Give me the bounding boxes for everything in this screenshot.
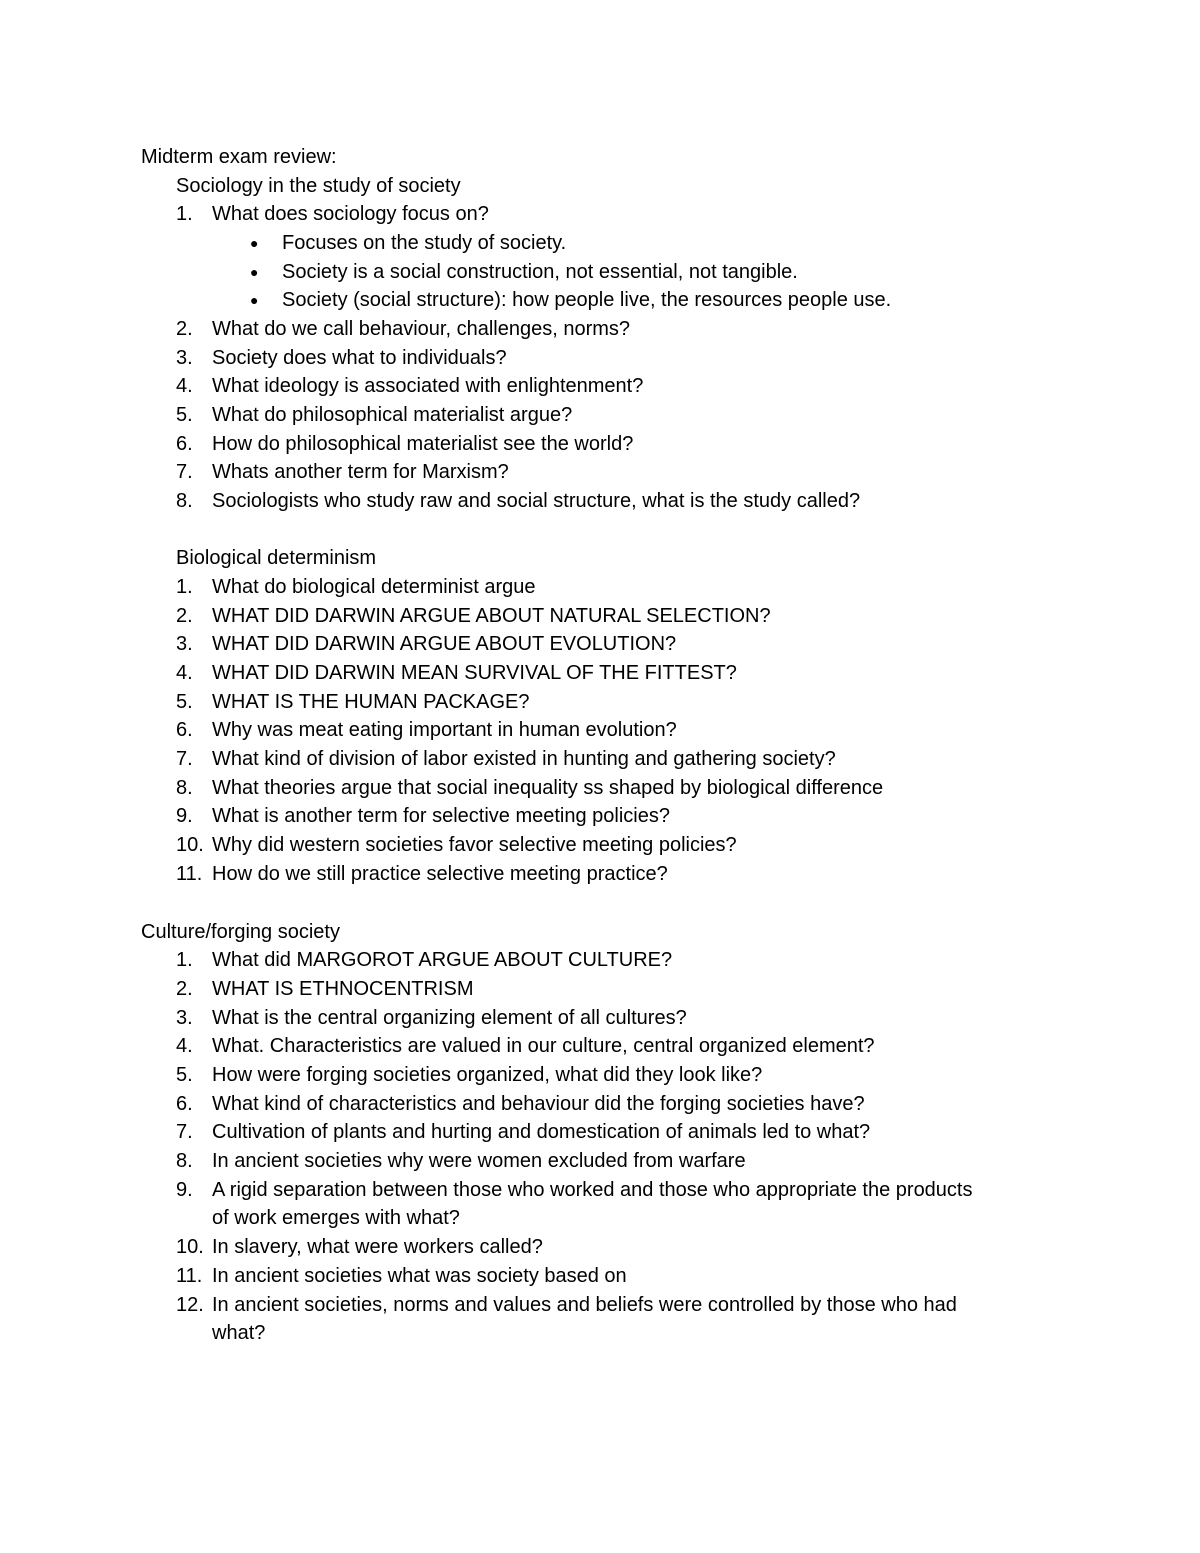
bullet-dot-icon: ● bbox=[250, 292, 259, 308]
bullet-dot-icon: ● bbox=[250, 264, 259, 280]
section-heading: Culture/forging society bbox=[141, 921, 340, 943]
section-heading: Sociology in the study of society bbox=[176, 175, 461, 197]
document-page: Midterm exam review: Sociology in the study of society 1. What does sociology focus on? ● Focuses on the study of society. ● Society is a social construction, not essential, not tangible. ● Society (social structure): how people live, the resources people use. 2. What do we call behaviour, challenges, norms? 3. Society does what to individuals? 4. What ideology is associated with enlightenment? 5. What do philosophical materialist argue? 6. How do philosophical materialist see the world? 7. Whats another term for Marxism? 8. Sociologists who study raw and social structure, what is the study called? Biological determinism 1. What do biological determinist argue 2. WHAT DID DARWIN ARGUE ABOUT NATURAL SELECTION? 3. WHAT DID DARWIN ARGUE ABOUT EVOLUTION? 4. WHAT DID DARWIN MEAN SURVIVAL OF THE FITTEST? 5. WHAT IS THE HUMAN PACKAGE? 6. Why was meat eating important in human evolution? 7. What kind of division of labor existed in hunting and gathering society? 8. What theories argue that social inequality ss shaped by biological difference 9. What is another term for selective meeting policies? 10. Why did western societies favor selective meeting policies? 11. How do we still practice selective meeting practice? Culture/forging society 1. What did MARGOROT ARGUE ABOUT CULTURE? 2. WHAT IS ETHNOCENTRISM 3. What is the central organizing element of all cultures? 4. What. Characteristics are valued in our culture, central organized element? 5. How were forging societies organized, what did they look like? 6. What kind of characteristics and behaviour did the forging societies have? 7. Cultivation of plants and hurting and domestication of animals led to what? 8. In ancient societies why were women excluded from warfare 9. A rigid separation between those who worked and those who appropriate the products of work emerges with what? 10. In slavery, what were workers called? 11. In ancient societies what was society based on 12. In ancient societies, norms and values and beliefs were controlled by those who had what? bbox=[0, 0, 1200, 1553]
document-title: Midterm exam review: bbox=[141, 146, 337, 168]
bullet-dot-icon: ● bbox=[250, 235, 259, 251]
section-heading: Biological determinism bbox=[176, 547, 377, 569]
